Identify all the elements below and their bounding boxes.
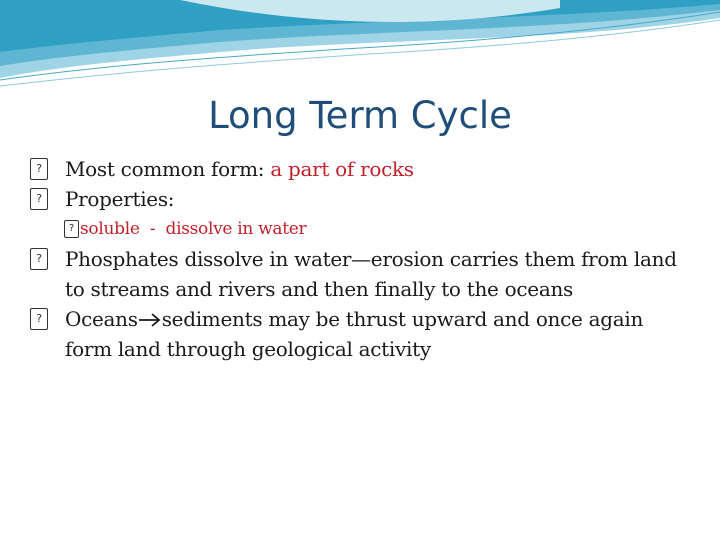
bullet-text-before: Oceans [65,307,138,331]
bullet-item-oceans [30,304,690,364]
bullet-text: Properties: [65,187,175,211]
bullet-text: Most common form: [65,157,265,181]
bullet-item-most-common-form [30,154,690,184]
slide-title: Long Term Cycle [208,94,512,137]
bullet-item-properties [30,184,690,214]
bullet-text: Phosphates dissolve in water—erosion carries them from land to streams and rivers and then finally to the oceans [65,247,677,301]
right-arrow-icon [138,312,162,328]
sub-bullet-highlight: soluble - dissolve in water [80,219,307,239]
bullet-highlight: a part of rocks [270,157,414,181]
missing-glyph-bullet-icon: ? [30,158,48,180]
missing-glyph-bullet-icon: ? [30,188,48,210]
wave-header-decoration [0,0,720,90]
missing-glyph-bullet-icon: ? [64,220,79,238]
missing-glyph-bullet-icon: ? [30,248,48,270]
bullet-item-phosphates [30,244,690,304]
sub-bullet-item-soluble [30,214,690,244]
bullet-list [30,154,690,364]
bullet-text-after: sediments may be thrust upward and once again form land through geological activity [65,307,644,361]
missing-glyph-bullet-icon: ? [30,308,48,330]
